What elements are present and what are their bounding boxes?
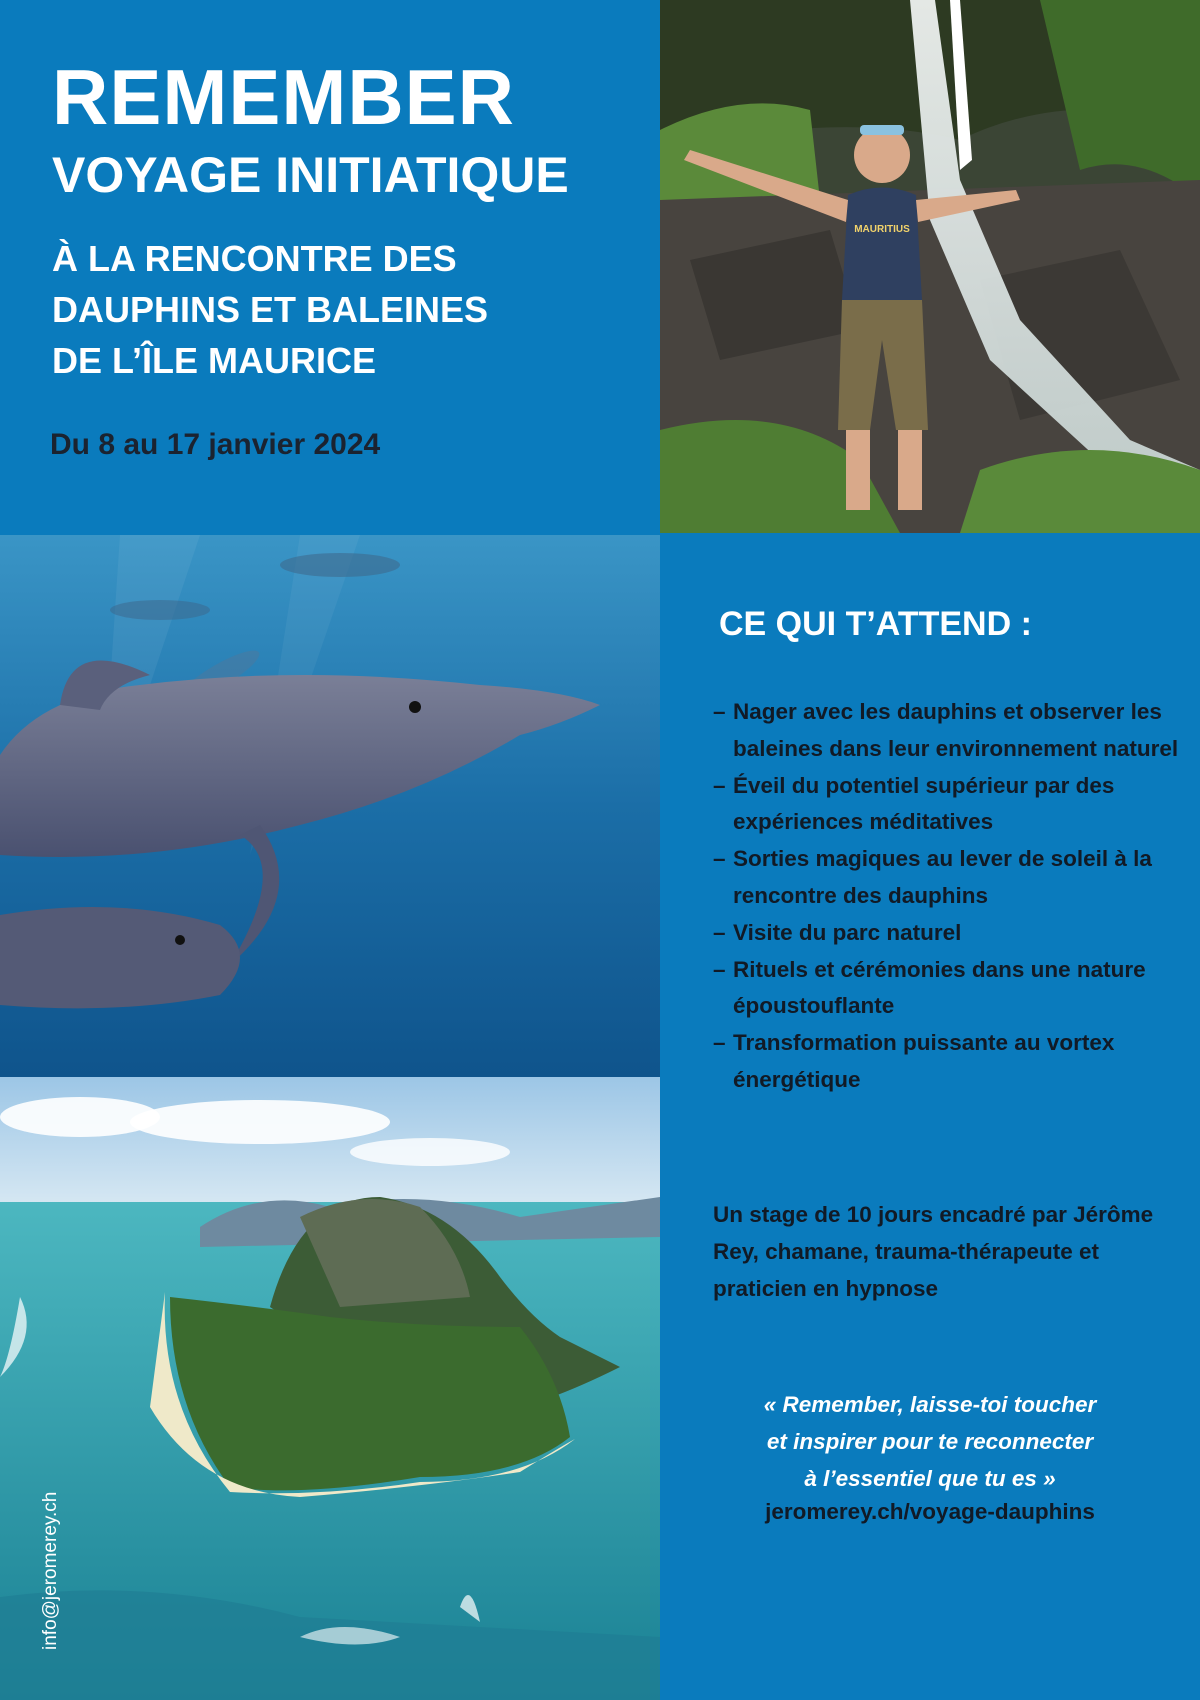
- list-item: – Éveil du potentiel supérieur par des expériences méditatives: [713, 768, 1183, 842]
- contact-email[interactable]: info@jeromerey.ch: [40, 1491, 61, 1650]
- stage-description: Un stage de 10 jours encadré par Jérôme Rey, chamane, trauma-thérapeute et praticien en hypnose: [713, 1201, 1154, 1301]
- info-heading: CE QUI T’ATTEND :: [719, 605, 1032, 643]
- list-item: – Rituels et cérémonies dans une nature époustouflante: [713, 952, 1183, 1026]
- waterfall-photo: [660, 0, 1200, 533]
- list-item: – Nager avec les dauphins et observer les baleines dans leur environnement naturel: [713, 694, 1183, 768]
- title-line: À LA RENCONTRE DES: [52, 238, 457, 279]
- subtitle: VOYAGE INITIATIQUE: [52, 147, 569, 203]
- event-date: Du 8 au 17 janvier 2024: [50, 428, 381, 461]
- info-panel: [660, 533, 1200, 1700]
- activities-list: [713, 694, 1183, 1099]
- website-url[interactable]: jeromerey.ch/voyage-dauphins: [765, 1499, 1095, 1524]
- quote-line: et inspirer pour te reconnecter: [766, 1429, 1094, 1454]
- main-title: REMEMBER: [52, 53, 516, 141]
- island-illustration: [0, 1077, 660, 1700]
- shirt-text: MAURITIUS: [854, 224, 910, 235]
- title-line: DAUPHINS ET BALEINES: [52, 289, 489, 330]
- quote-line: à l’essentiel que tu es »: [804, 1466, 1056, 1491]
- title-lines: [52, 233, 488, 386]
- island-photo: [0, 1077, 660, 1700]
- list-item: – Visite du parc naturel: [713, 915, 1183, 952]
- list-item: – Transformation puissante au vortex énergétique: [713, 1025, 1183, 1099]
- dolphin-photo: [0, 535, 660, 1077]
- dolphin-illustration: [0, 535, 660, 1077]
- quote-line: « Remember, laisse-toi toucher: [763, 1392, 1097, 1417]
- waterfall-illustration: [660, 0, 1200, 533]
- quote: [690, 1386, 1170, 1497]
- title-panel: [0, 0, 660, 535]
- list-item: – Sorties magiques au lever de soleil à la rencontre des dauphins: [713, 841, 1183, 915]
- title-line: DE L’ÎLE MAURICE: [52, 340, 377, 381]
